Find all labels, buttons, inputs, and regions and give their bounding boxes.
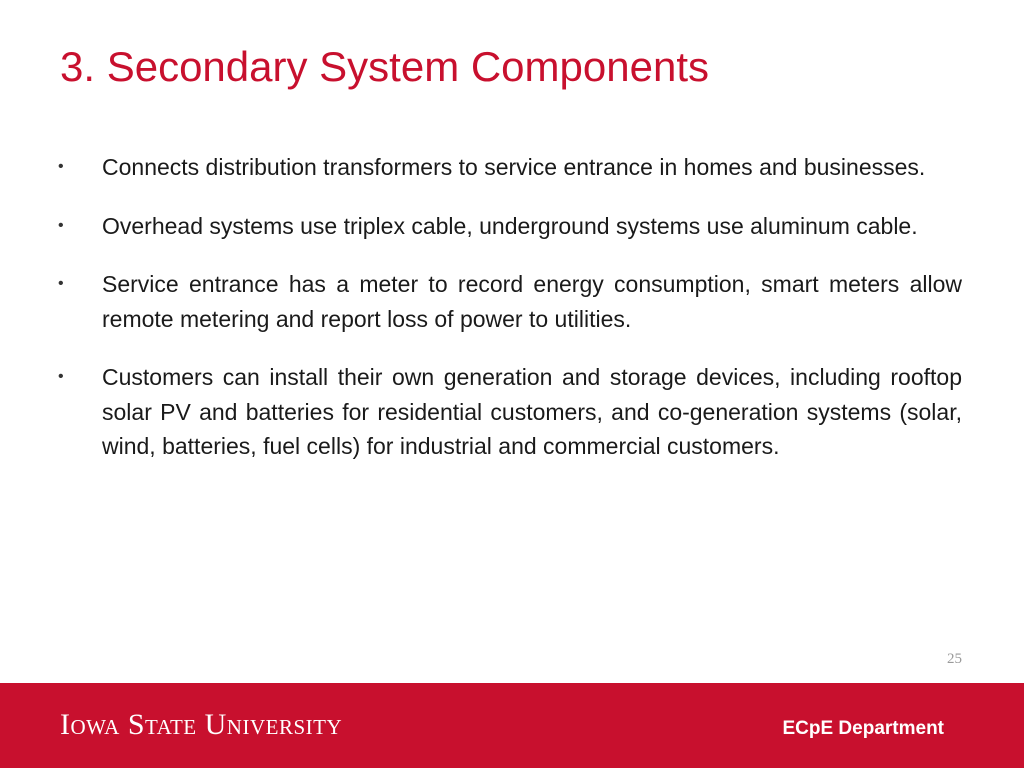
bullet-item	[56, 360, 962, 464]
bullet-list	[56, 150, 962, 488]
bullet-text: Service entrance has a meter to record energy consumption, smart meters allow remote metering and report loss of power to utilities.	[102, 271, 962, 332]
bullet-item	[56, 150, 962, 185]
university-logo-text: Iowa State University	[60, 708, 343, 741]
bullet-marker: •	[58, 216, 64, 234]
bullet-text: Customers can install their own generation and storage devices, including rooftop solar PV and batteries for residential customers, and co-generation systems (solar, wind, batteries, fuel cells) for industrial and commercial customers.	[102, 364, 962, 459]
bullet-marker: •	[58, 275, 64, 292]
slide-title: 3. Secondary System Components	[60, 43, 709, 90]
bullet-marker: •	[58, 368, 64, 385]
bullet-item	[56, 209, 962, 244]
bullet-item	[56, 267, 962, 336]
page-number: 25	[947, 651, 962, 667]
bullet-text: Connects distribution transformers to service entrance in homes and businesses.	[102, 154, 926, 180]
bullet-marker: •	[58, 158, 64, 175]
department-label: ECpE Department	[782, 718, 944, 739]
footer-bar	[0, 683, 1024, 768]
bullet-text: Overhead systems use triplex cable, underground systems use aluminum cable.	[102, 212, 918, 239]
